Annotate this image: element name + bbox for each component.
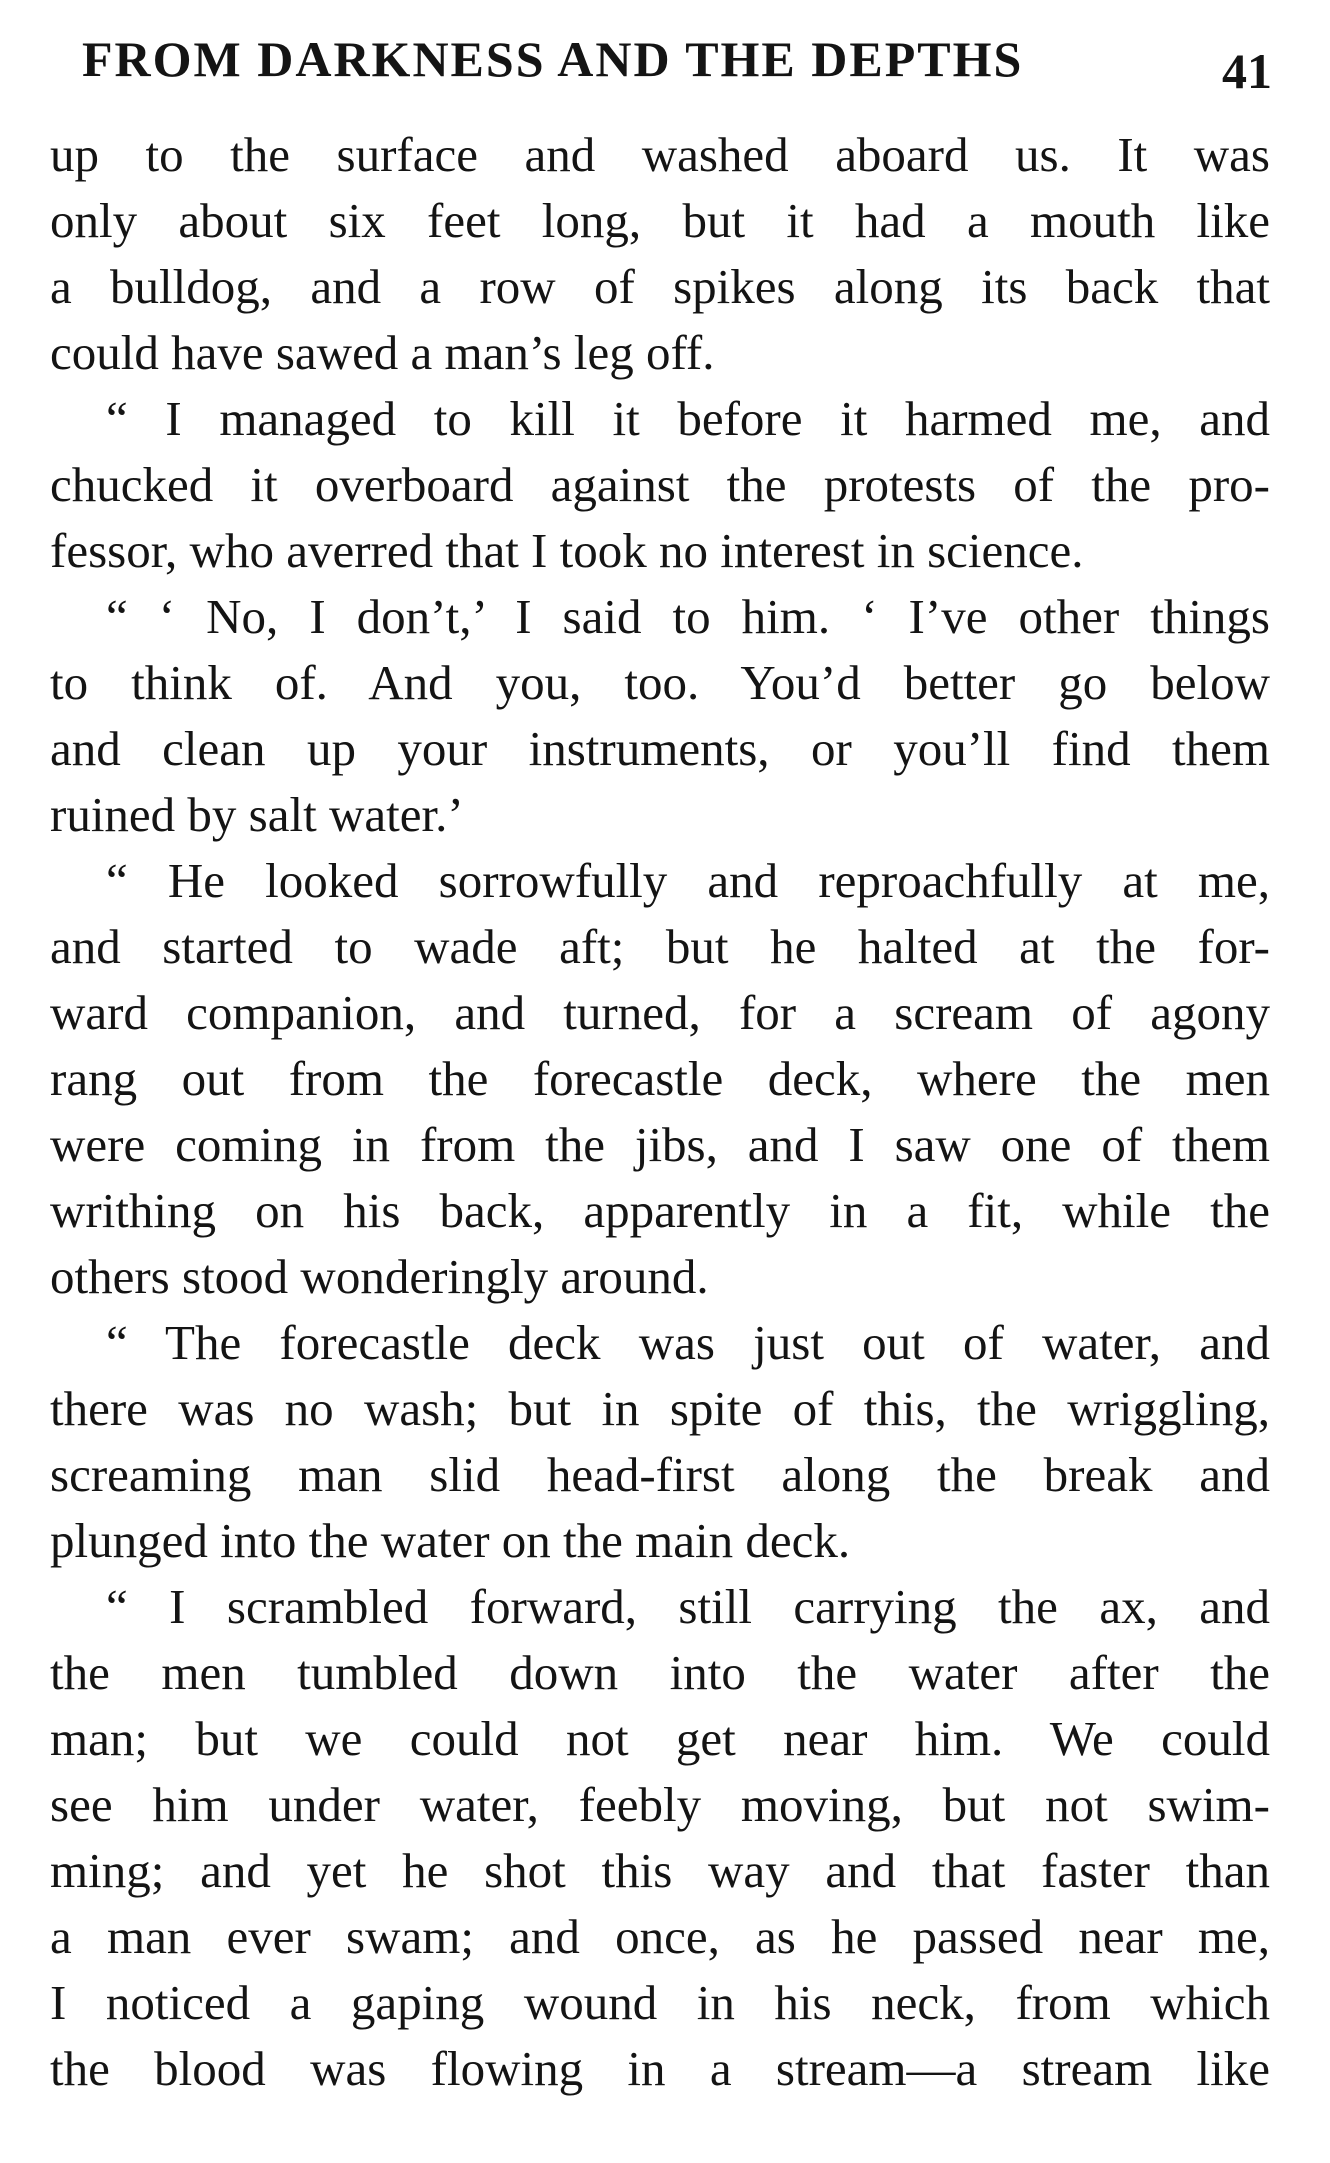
- page-number: 41: [1222, 43, 1272, 99]
- text-line: plunged into the water on the main deck.: [50, 1513, 851, 1568]
- text-line: only about six feet long, but it had a mouth like: [50, 193, 1270, 248]
- text-line: screaming man slid head-first along the break and: [50, 1447, 1270, 1502]
- text-line: ruined by salt water.’: [50, 787, 464, 842]
- text-line: “ I scrambled forward, still carrying the ax, and: [106, 1579, 1270, 1634]
- text-line: the blood was flowing in a stream—a stream like: [50, 2041, 1270, 2096]
- text-line: and started to wade aft; but he halted at the for-: [50, 919, 1270, 974]
- text-line: see him under water, feebly moving, but not swim-: [50, 1777, 1270, 1832]
- text-line: writhing on his back, apparently in a fit, while the: [50, 1183, 1270, 1238]
- text-line: up to the surface and washed aboard us. It was: [50, 127, 1270, 182]
- text-line: the men tumbled down into the water after the: [50, 1645, 1270, 1700]
- text-line: fessor, who averred that I took no interest in science.: [50, 523, 1084, 578]
- text-line: and clean up your instruments, or you’ll find them: [50, 721, 1270, 776]
- text-line: a man ever swam; and once, as he passed near me,: [50, 1909, 1270, 1964]
- text-line: there was no wash; but in spite of this, the wriggling,: [50, 1381, 1270, 1436]
- text-line: “ The forecastle deck was just out of water, and: [106, 1315, 1270, 1370]
- text-line: a bulldog, and a row of spikes along its back that: [50, 259, 1270, 314]
- text-line: to think of. And you, too. You’d better go below: [50, 655, 1270, 710]
- text-line: I noticed a gaping wound in his neck, from which: [50, 1975, 1270, 2030]
- text-line: ward companion, and turned, for a scream of agony: [50, 985, 1270, 1040]
- running-head: [82, 24, 1272, 114]
- text-line: ming; and yet he shot this way and that faster than: [50, 1843, 1270, 1898]
- text-line: “ ‘ No, I don’t,’ I said to him. ‘ I’ve other things: [106, 589, 1270, 644]
- text-line: “ I managed to kill it before it harmed me, and: [106, 391, 1270, 446]
- text-line: could have sawed a man’s leg off.: [50, 325, 715, 380]
- text-line: “ He looked sorrowfully and reproachfully at me,: [106, 853, 1270, 908]
- body-text: [50, 122, 1270, 2102]
- text-line: chucked it overboard against the protests of the pro-: [50, 457, 1270, 512]
- text-line: others stood wonderingly around.: [50, 1249, 709, 1304]
- running-title: FROM DARKNESS AND THE DEPTHS: [82, 31, 1024, 87]
- text-line: rang out from the forecastle deck, where the men: [50, 1051, 1270, 1106]
- text-line: man; but we could not get near him. We could: [50, 1711, 1270, 1766]
- text-line: were coming in from the jibs, and I saw one of them: [50, 1117, 1270, 1172]
